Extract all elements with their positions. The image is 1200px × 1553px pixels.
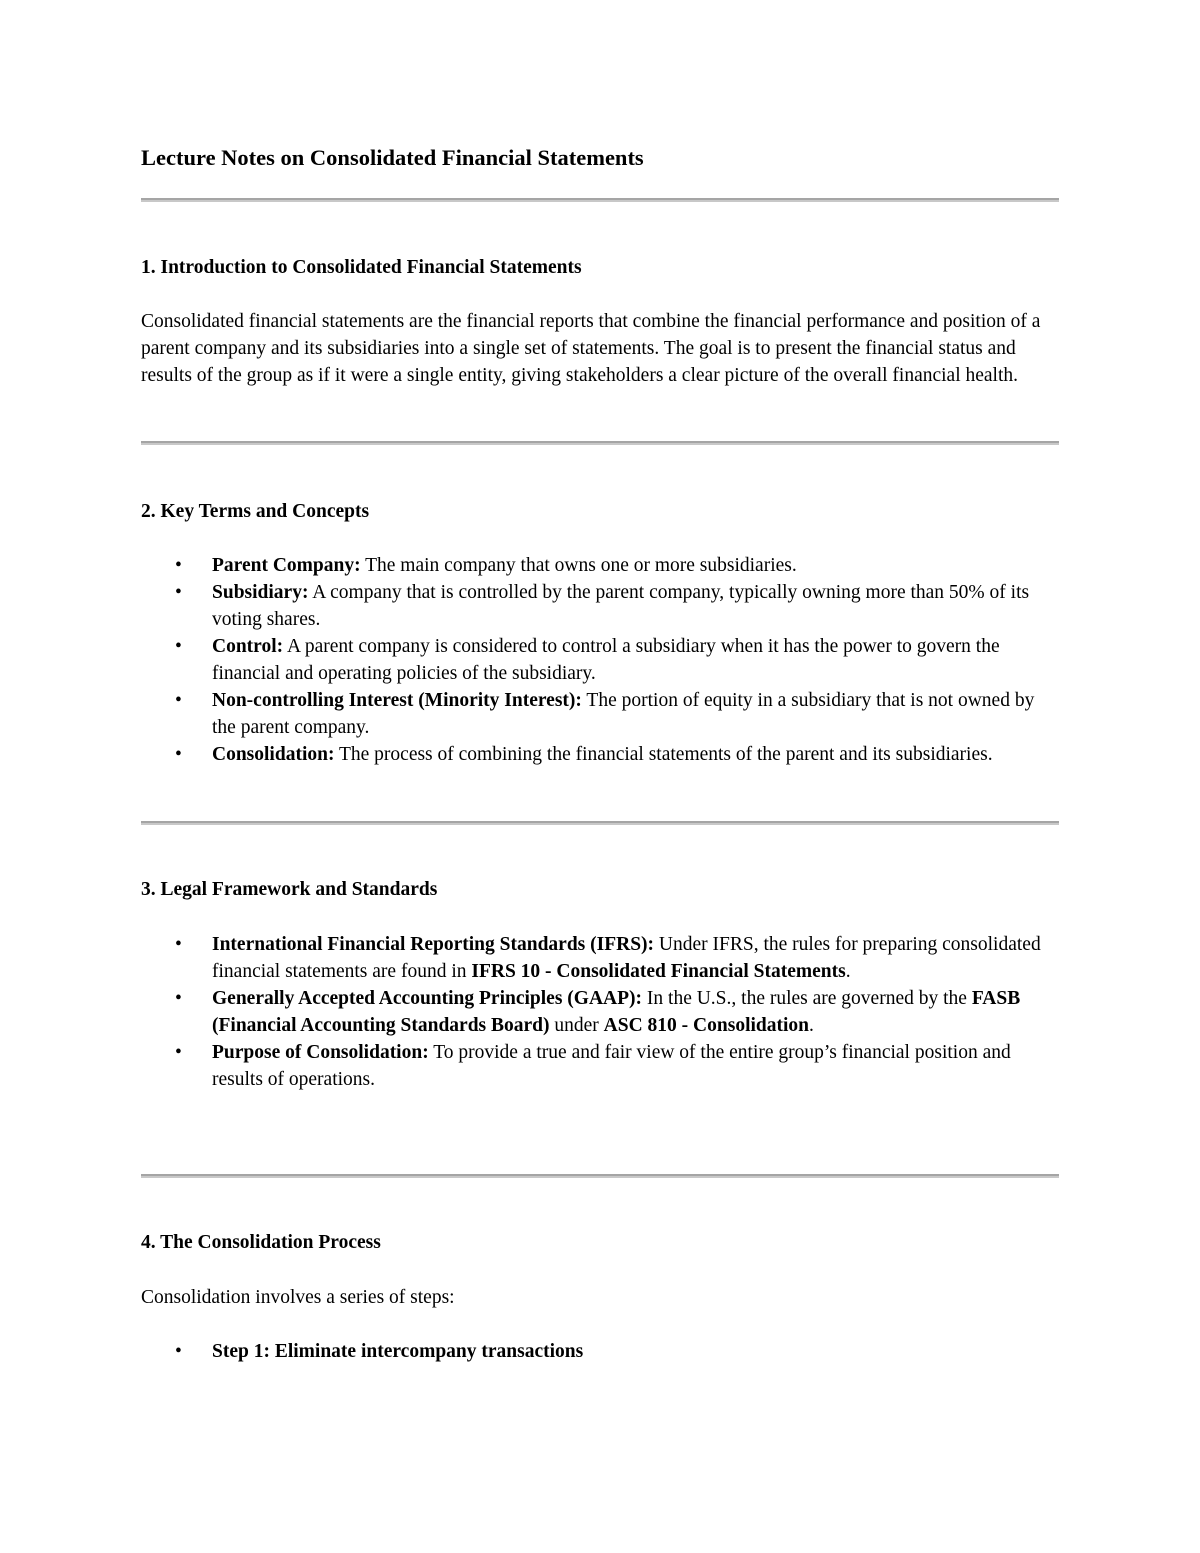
document-page (141, 0, 1059, 1553)
term-label: Generally Accepted Accounting Principles (GAAP): (212, 988, 643, 1009)
list-item (141, 1039, 1059, 1093)
standards-board-reference: FASB (Financial Accounting Standards Board) (212, 988, 1021, 1036)
bullet-icon: • (175, 988, 182, 1009)
punctuation: . (845, 961, 851, 982)
term-label: International Financial Reporting Standards (IFRS): (212, 934, 655, 955)
section-heading-key-terms: 2. Key Terms and Concepts (141, 501, 370, 522)
term-definition: To provide a true and fair view of the entire group’s financial position and results of operations. (212, 1042, 1011, 1090)
bullet-icon: • (175, 636, 182, 657)
term-label: Purpose of Consolidation: (212, 1042, 429, 1063)
horizontal-rule (141, 821, 1059, 825)
horizontal-rule (141, 198, 1059, 202)
bullet-icon: • (175, 744, 182, 765)
bullet-icon: • (175, 690, 182, 711)
standard-reference: ASC 810 - Consolidation (603, 1015, 810, 1036)
key-terms-list (141, 552, 1059, 768)
bullet-icon: • (175, 934, 182, 955)
list-item (141, 1338, 1059, 1365)
punctuation: . (809, 1015, 814, 1036)
term-label: Parent Company: (212, 555, 361, 576)
list-item (141, 579, 1059, 633)
bullet-icon: • (175, 1341, 182, 1362)
connector-text: under (549, 1015, 604, 1036)
section-heading-consolidation-process: 4. The Consolidation Process (141, 1232, 381, 1253)
list-item (141, 741, 1059, 768)
section-heading-legal-framework: 3. Legal Framework and Standards (141, 879, 438, 900)
bullet-icon: • (175, 555, 182, 576)
list-item (141, 931, 1059, 985)
list-item (141, 985, 1059, 1039)
term-definition: In the U.S., the rules are governed by the (642, 988, 972, 1009)
document-title: Lecture Notes on Consolidated Financial Statements (141, 145, 644, 170)
term-definition: Under IFRS, the rules for preparing consolidated financial statements are found in (212, 934, 1041, 982)
list-item (141, 633, 1059, 687)
horizontal-rule (141, 441, 1059, 445)
section-heading-introduction: 1. Introduction to Consolidated Financial Statements (141, 257, 582, 278)
consolidation-steps-list (141, 1338, 1059, 1365)
term-definition: A company that is controlled by the parent company, typically owning more than 50% of its voting shares. (212, 582, 1030, 630)
bullet-icon: • (175, 582, 182, 603)
term-definition: A parent company is considered to control a subsidiary when it has the power to govern the financial and operating policies of the subsidiary. (212, 636, 1000, 684)
term-label: Subsidiary: (212, 582, 309, 603)
term-definition: The process of combining the financial statements of the parent and its subsidiaries. (334, 744, 993, 765)
list-item (141, 552, 1059, 579)
term-definition: The portion of equity in a subsidiary that is not owned by the parent company. (212, 690, 1035, 738)
consolidation-process-paragraph: Consolidation involves a series of steps: (141, 1287, 455, 1308)
step-label: Step 1: Eliminate intercompany transactions (212, 1341, 584, 1362)
legal-framework-list (141, 931, 1059, 1093)
term-label: Control: (212, 636, 284, 657)
bullet-icon: • (175, 1042, 182, 1063)
list-item (141, 687, 1059, 741)
term-definition: The main company that owns one or more subsidiaries. (360, 555, 797, 576)
introduction-paragraph: Consolidated financial statements are the financial reports that combine the financial performance and position of a parent company and its subsidiaries into a single set of statements. The goal is to present the financial status and results of the group as if it were a single entity, giving stakeholders a clear picture of the overall financial health. (141, 311, 1041, 386)
term-label: Consolidation: (212, 744, 335, 765)
standard-reference: IFRS 10 - Consolidated Financial Statements (471, 961, 846, 982)
term-label: Non-controlling Interest (Minority Interest): (212, 690, 582, 711)
horizontal-rule (141, 1174, 1059, 1178)
